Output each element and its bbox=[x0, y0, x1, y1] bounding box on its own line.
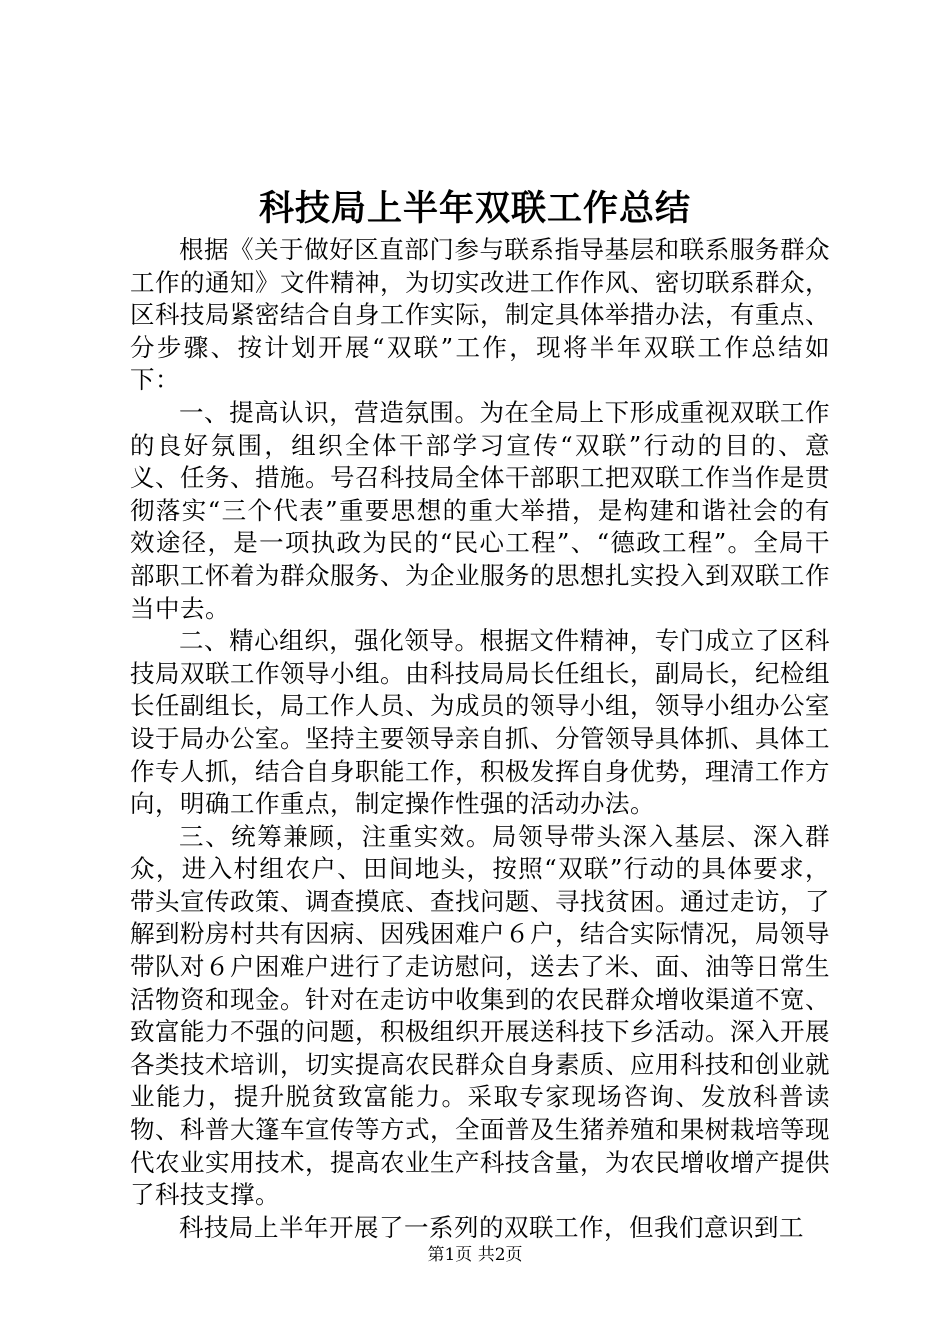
paragraph-intro: 根据《关于做好区直部门参与联系指导基层和联系服务群众工作的通知》文件精神，为切实改进工作作风、密切联系群众，区科技局紧密结合自身工作实际，制定具体举措办法，有重点、分步骤、按计划开展“双联”工作，现将半年双联工作总结如下： bbox=[130, 235, 830, 395]
paragraph-closing: 科技局上半年开展了一系列的双联工作，但我们意识到工 bbox=[179, 1212, 804, 1242]
document-title: 科技局上半年双联工作总结 bbox=[258, 188, 691, 229]
paragraph-section-1: 一、提高认识，营造氛围。为在全局上下形成重视双联工作的良好氛围，组织全体干部学习宣传“双联”行动的目的、意义、任务、措施。号召科技局全体干部职工把双联工作当作是贯彻落实“三个代表”重要思想的重大举措，是构建和谐社会的有效途径，是一项执政为民的“民心工程”、“德政工程”。全局干部职工怀着为群众服务、为企业服务的思想扎实投入到双联工作当中去。 bbox=[130, 397, 830, 623]
paragraph-section-3: 三、统筹兼顾，注重实效。局领导带头深入基层、深入群众，进入村组农户、田间地头，按照“双联”行动的具体要求，带头宣传政策、调查摸底、查找问题、寻找贫困。通过走访，了解到粉房村共有因病、因残困难户６户，结合实际情况，局领导带队对６户困难户进行了走访慰问，送去了米、面、油等日常生活物资和现金。针对在走访中收集到的农民群众增收渠道不宽、致富能力不强的问题，积极组织开展送科技下乡活动。深入开展各类技术培训，切实提高农民群众自身素质、应用科技和创业就业能力，提升脱贫致富能力。采取专家现场咨询、发放科普读物、科普大篷车宣传等方式，全面普及生猪养殖和果树栽培等现代农业实用技术，提高农业生产科技含量，为农民增收增产提供了科技支撑。 bbox=[130, 821, 830, 1210]
paragraph-section-2: 二、精心组织，强化领导。根据文件精神，专门成立了区科技局双联工作领导小组。由科技局局长任组长，副局长，纪检组长任副组长，局工作人员、为成员的领导小组，领导小组办公室设于局办公室。坚持主要领导亲自抓、分管领导具体抓、具体工作专人抓，结合自身职能工作，积极发挥自身优势，理清工作方向，明确工作重点，制定操作性强的活动办法。 bbox=[130, 626, 830, 819]
page-footer: 第1页 共2页 bbox=[427, 1245, 523, 1265]
document-body bbox=[130, 234, 830, 1244]
